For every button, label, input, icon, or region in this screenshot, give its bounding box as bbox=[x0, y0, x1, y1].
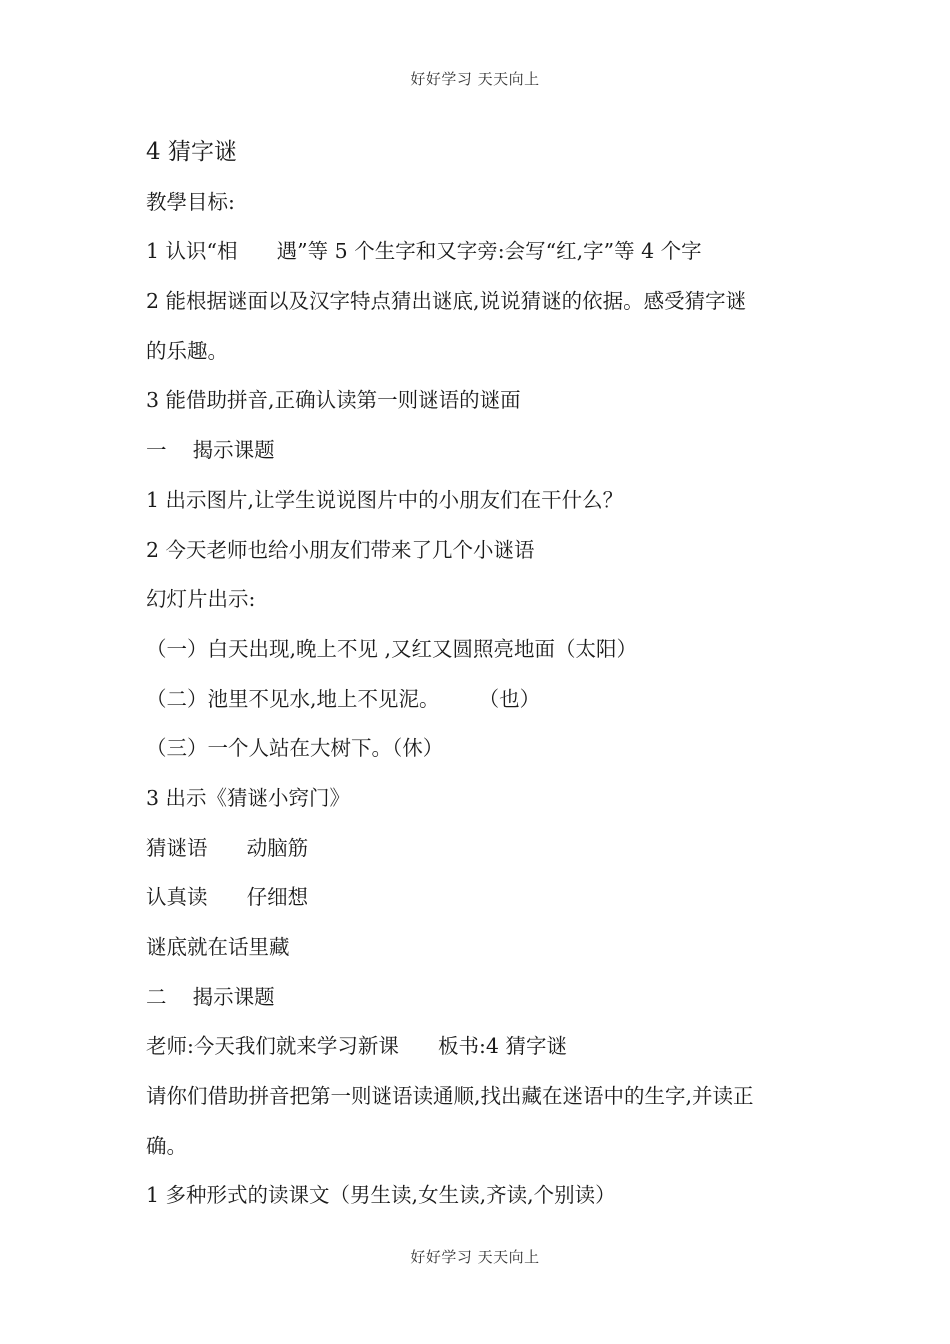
instruction-continued: 确。 bbox=[146, 1133, 187, 1158]
lesson-title: 4 猜字谜 bbox=[146, 139, 237, 165]
riddle-3: （三）一个人站在大树下。（休） bbox=[146, 736, 444, 761]
page-header: 好好学习 天天向上 bbox=[410, 70, 540, 88]
objective-1: 1 认识“相 遇”等 5 个生字和又字旁:会写“红,字”等 4 个字 bbox=[146, 239, 702, 264]
objectives-heading: 教學目标: bbox=[146, 189, 235, 214]
page-footer: 好好学习 天天向上 bbox=[410, 1248, 540, 1266]
reading-step: 1 多种形式的读课文（男生读,女生读,齐读,个别读） bbox=[146, 1183, 616, 1208]
objective-3: 3 能借助拼音,正确认读第一则谜语的谜面 bbox=[146, 388, 521, 413]
tip-line-3: 谜底就在话里藏 bbox=[146, 935, 290, 959]
section-heading-1: 一 揭示课题 bbox=[146, 438, 275, 463]
riddle-1: （一）白天出现,晚上不见 ,又红又圆照亮地面（太阳） bbox=[146, 636, 638, 661]
instruction: 请你们借助拼音把第一则谜语读通顺,找出藏在迷语中的生字,并读正 bbox=[146, 1084, 754, 1109]
document-body bbox=[146, 128, 816, 1221]
step-2: 2 今天老师也给小朋友们带来了几个小谜语 bbox=[146, 537, 535, 562]
objective-2: 2 能根据谜面以及汉字特点猜出谜底,说说猜谜的依据。感受猜字谜 bbox=[146, 289, 747, 314]
slide-heading: 幻灯片出示: bbox=[146, 587, 256, 612]
section-heading-2: 二 揭示课题 bbox=[146, 984, 275, 1009]
step-3: 3 出示《猜谜小窍门》 bbox=[146, 785, 351, 810]
step-1: 1 出示图片,让学生说说图片中的小朋友们在干什么？ bbox=[146, 487, 624, 512]
riddle-2: （二）池里不见水,地上不见泥。 （也） bbox=[146, 686, 541, 711]
teacher-intro: 老师:今天我们就来学习新课 板书:4 猜字谜 bbox=[146, 1034, 567, 1059]
tip-line-2: 认真读 仔细想 bbox=[146, 885, 309, 910]
tip-line-1: 猜谜语 动脑筋 bbox=[146, 835, 309, 860]
objective-2-continued: 的乐趣。 bbox=[146, 338, 228, 363]
